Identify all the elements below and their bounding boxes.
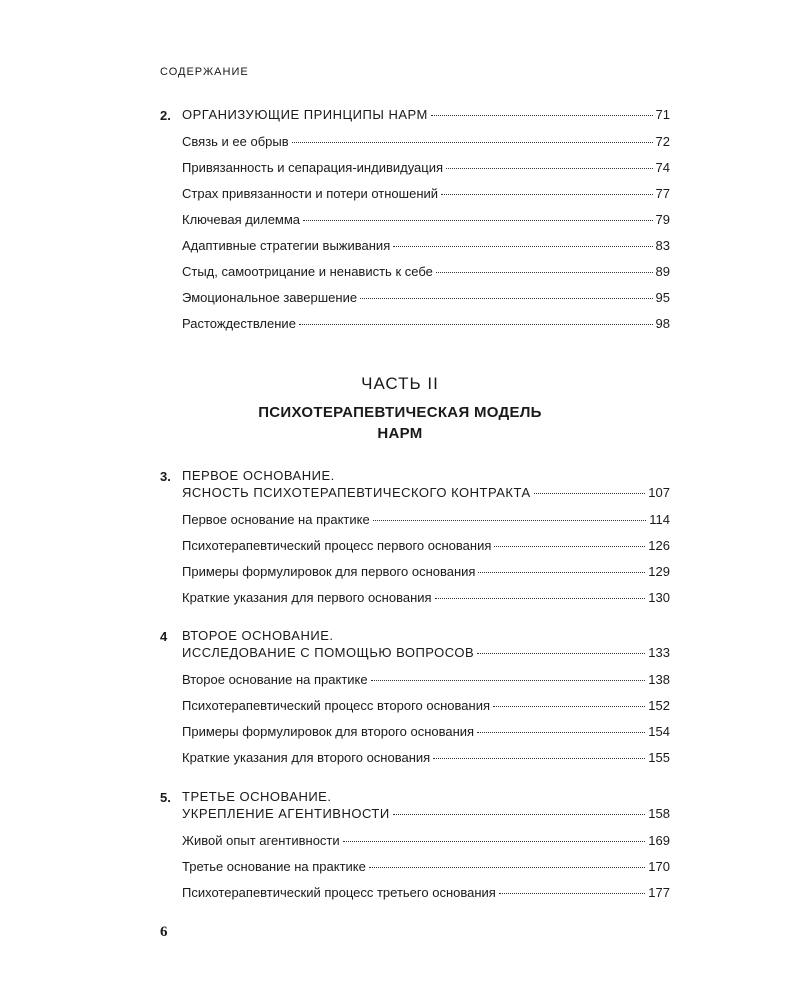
leader-dots <box>446 168 652 169</box>
entry-page: 79 <box>655 212 670 227</box>
toc-entry[interactable] <box>182 698 670 716</box>
chapter-3-page: 107 <box>648 485 670 500</box>
toc-entry[interactable] <box>182 212 670 230</box>
leader-dots <box>360 298 652 299</box>
chapter-4-title-line-2: ИССЛЕДОВАНИЕ С ПОМОЩЬЮ ВОПРОСОВ <box>182 645 475 660</box>
part-title <box>0 402 800 444</box>
leader-dots <box>499 893 645 894</box>
toc-entry[interactable] <box>182 316 670 334</box>
toc-entry-chapter-5[interactable] <box>182 806 670 824</box>
chapter-5-page: 158 <box>648 806 670 821</box>
part-label: ЧАСТЬ II <box>361 374 439 393</box>
toc-entry[interactable] <box>182 290 670 308</box>
entry-label: Ключевая дилемма <box>182 212 301 227</box>
leader-dots <box>534 493 646 494</box>
entry-label: Растождествление <box>182 316 296 331</box>
chapter-5-number: 5. <box>160 790 171 805</box>
leader-dots <box>441 194 653 195</box>
chapter-2-page: 71 <box>655 107 670 122</box>
entry-page: 154 <box>648 724 670 739</box>
entry-page: 130 <box>648 590 670 605</box>
entry-page: 138 <box>648 672 670 687</box>
entry-page: 95 <box>655 290 670 305</box>
entry-label: Привязанность и сепарация-индивидуация <box>182 160 444 175</box>
chapter-3-title-line-1: ПЕРВОЕ ОСНОВАНИЕ. <box>182 468 335 483</box>
leader-dots <box>431 115 653 116</box>
entry-page: 114 <box>649 512 670 527</box>
leader-dots <box>435 598 646 599</box>
entry-label: Второе основание на практике <box>182 672 368 687</box>
chapter-5-title-line-1: ТРЕТЬЕ ОСНОВАНИЕ. <box>182 789 332 804</box>
leader-dots <box>369 867 645 868</box>
toc-entry[interactable] <box>182 724 670 742</box>
toc-entry[interactable] <box>182 590 670 608</box>
leader-dots <box>371 680 646 681</box>
entry-page: 126 <box>648 538 670 553</box>
entry-label: Первое основание на практике <box>182 512 370 527</box>
toc-entry[interactable] <box>182 134 670 152</box>
toc-entry-chapter-3[interactable] <box>182 485 670 503</box>
entry-page: 129 <box>648 564 670 579</box>
chapter-5-title-line-2: УКРЕПЛЕНИЕ АГЕНТИВНОСТИ <box>182 806 390 821</box>
leader-dots <box>493 706 645 707</box>
entry-label: Адаптивные стратегии выживания <box>182 238 391 253</box>
toc-entry[interactable] <box>182 564 670 582</box>
part-title-line-2: НАРМ <box>377 425 423 442</box>
running-header: СОДЕРЖАНИЕ <box>160 66 249 78</box>
entry-page: 74 <box>655 160 670 175</box>
entry-label: Психотерапевтический процесс второго основания <box>182 698 491 713</box>
toc-entry[interactable] <box>182 672 670 690</box>
toc-entry-chapter-4[interactable] <box>182 645 670 663</box>
entry-label: Психотерапевтический процесс третьего основания <box>182 885 496 900</box>
leader-dots <box>478 572 645 573</box>
leader-dots <box>303 220 652 221</box>
entry-page: 155 <box>648 750 670 765</box>
chapter-2-title: ОРГАНИЗУЮЩИЕ ПРИНЦИПЫ НАРМ <box>182 107 428 122</box>
part-title-line-1: ПСИХОТЕРАПЕВТИЧЕСКАЯ МОДЕЛЬ <box>258 404 542 421</box>
entry-page: 89 <box>655 264 670 279</box>
entry-page: 72 <box>655 134 670 149</box>
chapter-2-number: 2. <box>160 108 171 123</box>
page-number: 6 <box>160 924 168 940</box>
entry-label: Страх привязанности и потери отношений <box>182 186 439 201</box>
toc-entry[interactable] <box>182 512 670 530</box>
toc-entry-chapter-2[interactable] <box>182 107 670 125</box>
toc-entry[interactable] <box>182 885 670 903</box>
toc-entry[interactable] <box>182 859 670 877</box>
toc-entry[interactable] <box>182 238 670 256</box>
entry-page: 177 <box>648 885 670 900</box>
entry-page: 152 <box>648 698 670 713</box>
leader-dots <box>343 841 646 842</box>
entry-label: Третье основание на практике <box>182 859 366 874</box>
toc-entry[interactable] <box>182 750 670 768</box>
entry-page: 170 <box>648 859 670 874</box>
entry-page: 169 <box>648 833 670 848</box>
entry-label: Живой опыт агентивности <box>182 833 340 848</box>
leader-dots <box>373 520 647 521</box>
leader-dots <box>299 324 653 325</box>
toc-entry[interactable] <box>182 833 670 851</box>
chapter-4-title-line-1: ВТОРОЕ ОСНОВАНИЕ. <box>182 628 334 643</box>
entry-label: Примеры формулировок для первого основания <box>182 564 476 579</box>
leader-dots <box>494 546 645 547</box>
entry-label: Стыд, самоотрицание и ненависть к себе <box>182 264 433 279</box>
entry-page: 98 <box>655 316 670 331</box>
entry-page: 83 <box>655 238 670 253</box>
leader-dots <box>393 814 646 815</box>
chapter-4-number: 4 <box>160 629 168 644</box>
leader-dots <box>436 272 653 273</box>
entry-page: 77 <box>655 186 670 201</box>
entry-label: Эмоциональное завершение <box>182 290 358 305</box>
entry-label: Краткие указания для второго основания <box>182 750 431 765</box>
chapter-3-title-line-2: ЯСНОСТЬ ПСИХОТЕРАПЕВТИЧЕСКОГО КОНТРАКТА <box>182 485 531 500</box>
entry-label: Примеры формулировок для второго основания <box>182 724 475 739</box>
entry-label: Психотерапевтический процесс первого основания <box>182 538 492 553</box>
leader-dots <box>477 653 645 654</box>
entry-label: Связь и ее обрыв <box>182 134 289 149</box>
toc-entry[interactable] <box>182 538 670 556</box>
toc-entry[interactable] <box>182 186 670 204</box>
leader-dots <box>433 758 645 759</box>
entry-label: Краткие указания для первого основания <box>182 590 432 605</box>
leader-dots <box>292 142 653 143</box>
toc-entry[interactable] <box>182 264 670 282</box>
leader-dots <box>393 246 652 247</box>
leader-dots <box>477 732 645 733</box>
chapter-3-number: 3. <box>160 469 171 484</box>
toc-entry[interactable] <box>182 160 670 178</box>
chapter-4-page: 133 <box>648 645 670 660</box>
